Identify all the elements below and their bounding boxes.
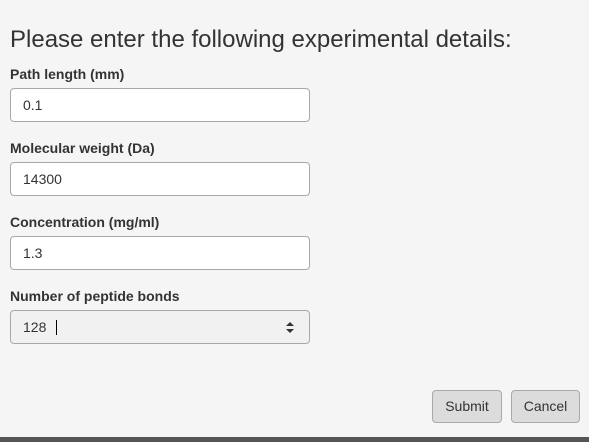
concentration-label: Concentration (mg/ml) — [10, 214, 160, 230]
spinner-up-icon[interactable] — [286, 322, 294, 326]
path-length-label: Path length (mm) — [10, 66, 125, 82]
spinner-icon[interactable] — [285, 321, 295, 335]
concentration-input[interactable] — [10, 236, 310, 270]
submit-button[interactable]: Submit — [432, 390, 502, 423]
peptide-bonds-label: Number of peptide bonds — [10, 288, 180, 304]
path-length-input[interactable] — [10, 88, 310, 122]
text-cursor — [56, 320, 57, 335]
peptide-bonds-input[interactable] — [11, 311, 281, 343]
molecular-weight-label: Molecular weight (Da) — [10, 140, 155, 156]
spinner-down-icon[interactable] — [286, 329, 294, 333]
peptide-bonds-field[interactable] — [10, 310, 310, 344]
molecular-weight-input[interactable] — [10, 162, 310, 196]
cancel-button[interactable]: Cancel — [511, 390, 580, 423]
window-bottom-border — [0, 437, 589, 442]
dialog-title: Please enter the following experimental details: — [10, 26, 512, 53]
